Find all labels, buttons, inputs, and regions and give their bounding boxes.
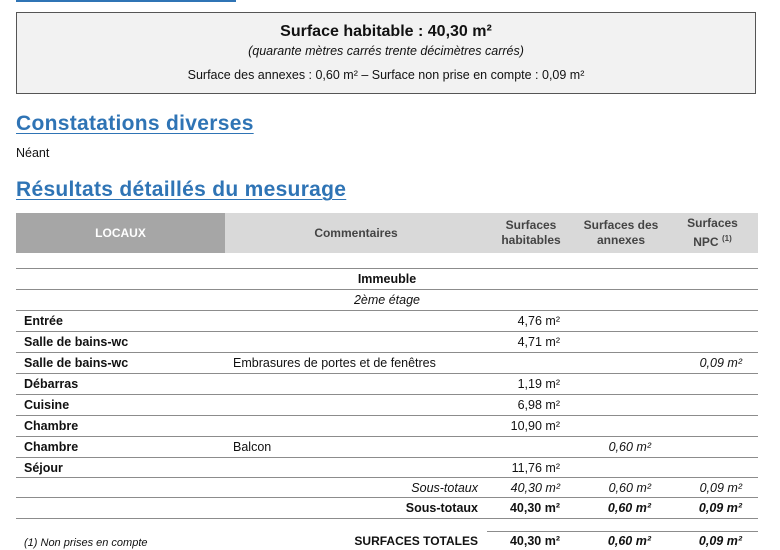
surface-in-words: (quarante mètres carrés trente décimètres carrés) [248, 44, 524, 58]
top-heading-underline [16, 0, 236, 2]
table-row [16, 436, 758, 457]
row-ann: 0,60 m² [608, 440, 651, 454]
resultats-heading: Résultats détaillés du mesurage [16, 178, 347, 201]
header-commentaires: Commentaires [225, 213, 487, 253]
header-npc-line2: NPC [693, 235, 719, 249]
table-row-building [16, 268, 758, 289]
totals-npc: 0,09 m² [698, 534, 742, 548]
row-local: Entrée [24, 314, 63, 328]
row-local: Salle de bains-wc [24, 356, 129, 370]
row-hab: 11,76 m² [511, 461, 560, 475]
table-row [16, 352, 758, 373]
totals-label: SURFACES TOTALES [354, 534, 478, 548]
row-local: Salle de bains-wc [24, 335, 129, 349]
table-row-floor [16, 289, 758, 310]
header-ann-line1: Surfaces des [583, 218, 659, 232]
row-comment: Balcon [233, 440, 272, 454]
subtotal-building-hab: 40,30 m² [509, 501, 560, 515]
surface-summary-box [16, 12, 756, 94]
subtotal-building-npc: 0,09 m² [698, 501, 742, 515]
totals-ann: 0,60 m² [607, 534, 651, 548]
row-local: Chambre [24, 440, 79, 454]
header-locaux: LOCAUX [16, 213, 225, 253]
footnote: (1) Non prises en compte [24, 537, 148, 549]
table-row [16, 310, 758, 331]
row-hab: 1,19 m² [517, 377, 560, 391]
row-npc: 0,09 m² [699, 356, 742, 370]
subtotal-floor-npc: 0,09 m² [699, 481, 742, 495]
header-npc-line1: Surfaces [687, 216, 738, 230]
header-hab-line2: habitables [501, 233, 561, 247]
row-local: Cuisine [24, 398, 70, 412]
table-row [16, 457, 758, 478]
header-surfaces-annexes [575, 213, 667, 253]
subtotal-building-ann: 0,60 m² [607, 501, 651, 515]
row-hab: 4,71 m² [517, 335, 560, 349]
constatations-heading: Constatations diverses [16, 112, 254, 135]
header-surfaces-npc [667, 213, 758, 253]
table-row [16, 394, 758, 415]
annexes-summary: Surface des annexes : 0,60 m² – Surface non prise en compte : 0,09 m² [187, 68, 585, 82]
surface-habitable-total: Surface habitable : 40,30 m² [280, 23, 492, 40]
table-row [16, 331, 758, 352]
subtotal-floor-hab: 40,30 m² [510, 481, 560, 495]
subtotal-floor-ann: 0,60 m² [608, 481, 651, 495]
table-row-subtotal-building [16, 497, 758, 519]
row-hab: 10,90 m² [510, 419, 560, 433]
row-hab: 4,76 m² [517, 314, 560, 328]
totals-hab: 40,30 m² [509, 534, 560, 548]
constatations-text: Néant [16, 146, 50, 160]
table-row-subtotal-floor [16, 477, 758, 498]
subtotal-floor-label: Sous-totaux [411, 481, 478, 495]
floor-label: 2ème étage [353, 293, 421, 307]
header-ann-line2: annexes [596, 233, 646, 247]
row-local: Séjour [24, 461, 63, 475]
subtotal-building-label: Sous-totaux [405, 501, 478, 515]
building-label: Immeuble [357, 272, 417, 286]
row-comment: Embrasures de portes et de fenêtres [233, 356, 436, 370]
table-row [16, 373, 758, 394]
table-row [16, 415, 758, 436]
row-local: Débarras [24, 377, 79, 391]
header-npc-note: (1) [721, 234, 732, 243]
row-local: Chambre [24, 419, 79, 433]
totals-rule [487, 531, 758, 532]
header-hab-line1: Surfaces [505, 218, 557, 232]
header-npc-line2-wrap [693, 231, 731, 250]
row-hab: 6,98 m² [517, 398, 560, 412]
header-surfaces-habitables [487, 213, 575, 253]
